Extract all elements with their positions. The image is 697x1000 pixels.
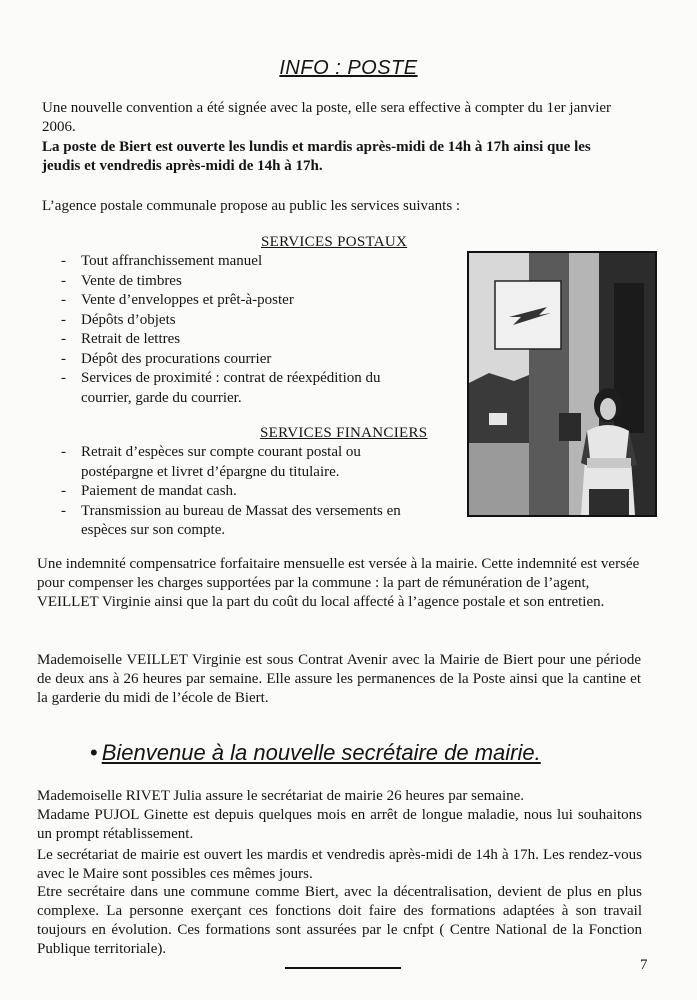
- services-postaux-list: [61, 252, 401, 408]
- indemnite-text: Une indemnité compensatrice forfaitaire mensuelle est versée à la mairie. Cette indemnité est versée pour compenser les charges supportées par la commune : la part de rémunération de l’agent, VEILLET Virginie ainsi que la part du coût du local affecté à l’agence postale et son entretien.: [37, 556, 640, 610]
- horaires-paragraph: Le secrétariat de mairie est ouvert les mardis et vendredis après-midi de 14h à 17h. Les rendez-vous avec le Maire sont possibles ces mêmes jours.: [37, 847, 642, 882]
- list-item: - Retrait d’espèces sur compte courant postal ou postépargne et livret d’épargne du titulaire.: [61, 443, 406, 482]
- page-number: 7: [640, 957, 648, 973]
- list-item: - Tout affranchissement manuel: [61, 252, 401, 272]
- list-item: - Vente de timbres: [61, 272, 401, 292]
- secretaire-heading: [90, 740, 541, 766]
- intro-paragraph: Une nouvelle convention a été signée avec la poste, elle sera effective à compter du 1er janvier 2006.: [42, 100, 612, 135]
- services-financiers-list: [61, 443, 406, 541]
- pujol-paragraph: Madame PUJOL Ginette est depuis quelques mois en arrêt de longue maladie, nous lui souhaitons un prompt rétablissement.: [37, 807, 642, 842]
- post-office-photo: [467, 251, 657, 517]
- page-title: INFO : POSTE: [279, 57, 418, 79]
- list-item: - Dépôt des procurations courrier: [61, 350, 401, 370]
- bullet-icon: •: [90, 740, 98, 765]
- etre-paragraph: Etre secrétaire dans une commune comme Biert, avec la décentralisation, devient de plus en plus complexe. La personne exerçant ces fonctions doit faire des formations adaptées à son travail toujours en évolution. Ces formations sont assurées par le cnfpt ( Centre National de la Fonction Publique territoriale).: [37, 884, 642, 957]
- list-item: - Vente d’enveloppes et prêt-à-poster: [61, 291, 401, 311]
- opening-hours-paragraph: La poste de Biert est ouverte les lundis et mardis après-midi de 14h à 17h ainsi que les jeudis et vendredis après-midi de 14h à 17h.: [42, 139, 591, 174]
- secretaire-heading-text: Bienvenue à la nouvelle secrétaire de mairie.: [101, 740, 541, 765]
- rivet-paragraph: Mademoiselle RIVET Julia assure le secrétariat de mairie 26 heures par semaine.: [37, 788, 525, 804]
- veillet-paragraph: Mademoiselle VEILLET Virginie est sous Contrat Avenir avec la Mairie de Biert pour une période de deux ans à 26 heures par semaine. Elle assure les permanences de la Poste ainsi que la cantine et la garderie du midi de l’école de Biert.: [37, 652, 641, 706]
- services-financiers-heading: SERVICES FINANCIERS: [260, 425, 428, 441]
- list-item: - Transmission au bureau de Massat des versements en espèces sur son compte.: [61, 502, 406, 541]
- list-item: - Paiement de mandat cash.: [61, 482, 406, 502]
- footer-divider: [285, 967, 401, 969]
- list-item: - Services de proximité : contrat de réexpédition du courrier, garde du courrier.: [61, 369, 401, 408]
- services-postaux-heading: SERVICES POSTAUX: [261, 234, 408, 250]
- list-item: - Dépôts d’objets: [61, 311, 401, 331]
- list-item: - Retrait de lettres: [61, 330, 401, 350]
- services-intro: L’agence postale communale propose au public les services suivants :: [42, 198, 461, 214]
- indemnite-paragraph: [37, 555, 641, 612]
